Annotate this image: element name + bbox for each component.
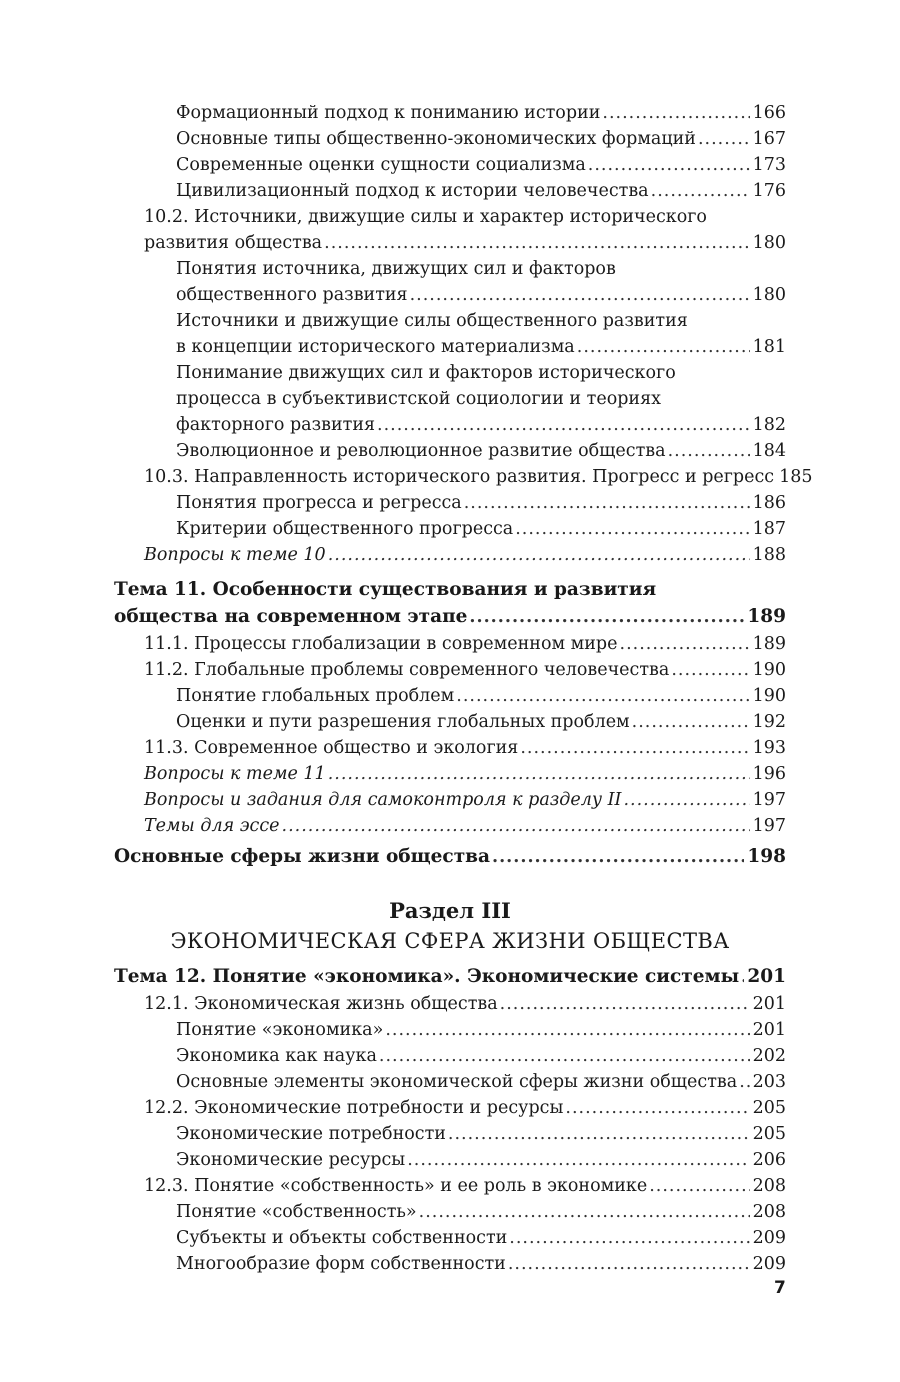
toc-entry-title: 11.1. Процессы глобализации в современном мире [144,634,618,654]
toc-entry [114,464,813,490]
toc-entry-title: Экономика как наука [176,1046,377,1066]
toc-entry [114,1121,786,1147]
toc-entry-page: 185 [779,467,813,487]
leader-dots [577,334,750,360]
toc-entry-self-check [114,787,786,813]
section-heading [114,897,786,957]
leader-dots [508,1251,750,1277]
toc-entry-title: в концепции исторического материализма [176,337,575,357]
toc-entry [114,152,786,178]
toc-entry [114,683,786,709]
toc-entry [114,334,786,360]
toc-entry-line: 10.2. Источники, движущие силы и характер исторического [144,207,707,227]
toc-entry [114,1199,786,1225]
toc-entry [114,1251,786,1277]
section-title: ЭКОНОМИЧЕСКАЯ СФЕРА ЖИЗНИ ОБЩЕСТВА [170,929,730,953]
toc-entry-line: процесса в субъективистской социологии и теориях [176,389,662,409]
toc-entry-page: 190 [752,660,786,680]
toc-entry-title: Вопросы к теме 10 [144,545,326,565]
toc-entry-title: Многообразие форм собственности [176,1254,506,1274]
toc-topic-page: 189 [747,606,786,627]
leader-dots [509,1225,749,1251]
toc-entry [114,178,786,204]
toc-topic [114,963,786,991]
toc-topic-line: Тема 11. Особенности существования и развития [114,579,657,600]
toc-entry-page: 205 [752,1124,786,1144]
toc-entry [114,709,786,735]
toc-entry [114,735,786,761]
toc-entry-title: Основные элементы экономической сферы жизни общества [176,1072,738,1092]
toc-entry-page: 206 [752,1150,786,1170]
toc-entry-page: 181 [752,337,786,357]
toc-entry [114,100,786,126]
toc-entry-title: 12.1. Экономическая жизнь общества [144,994,498,1014]
toc-entry-title: Основные типы общественно-экономических формаций [176,129,696,149]
toc-entry-title: Вопросы к теме 11 [144,764,326,784]
toc-entry-page: 187 [752,519,786,539]
toc-entry-title: Темы для эссе [144,816,280,836]
toc-entry-page: 182 [752,415,786,435]
toc-entry [114,631,786,657]
leader-dots [515,516,749,542]
toc-entry-page: 189 [752,634,786,654]
toc-entry-page: 193 [752,738,786,758]
toc-entry [114,1069,786,1095]
toc-entry [114,490,786,516]
toc-entry-page: 173 [752,155,786,175]
toc-entry-page: 196 [752,764,786,784]
toc-entry-title: Современные оценки сущности социализма [176,155,586,175]
toc-entry [114,412,786,438]
leader-dots [565,1095,749,1121]
toc-entry-page: 186 [752,493,786,513]
leader-dots [671,657,749,683]
toc-entry-page: 188 [752,545,786,565]
leader-dots [739,1069,749,1095]
toc-entry-page: 190 [752,686,786,706]
toc-entry-title: общественного развития [176,285,408,305]
page-number: 7 [774,1278,786,1298]
toc-entry-page: 201 [752,1020,786,1040]
toc-entry-title: Понятие «собственность» [176,1202,417,1222]
leader-dots [500,991,750,1017]
toc-entry-title: факторного развития [176,415,376,435]
leader-dots [741,964,744,991]
toc-entry [114,516,786,542]
leader-dots [632,709,750,735]
toc-entry-title: Формационный подход к пониманию истории [176,103,601,123]
toc-entry-title: 11.2. Глобальные проблемы современного человечества [144,660,670,680]
toc-entry-title: Понятие «экономика» [176,1020,384,1040]
toc-entry-page: 180 [752,285,786,305]
toc-entry-questions [114,761,786,787]
toc-entry-title: Критерии общественного прогресса [176,519,514,539]
toc-entry-page: 209 [752,1254,786,1274]
toc-entry-page: 202 [752,1046,786,1066]
leader-dots [379,1043,750,1069]
toc-topic-title: Основные сферы жизни общества [114,846,490,867]
toc-entry [114,1173,786,1199]
toc-entry [114,1043,786,1069]
section-number: Раздел III [389,898,511,923]
leader-dots [410,282,750,308]
toc-entry-page: 208 [752,1202,786,1222]
toc-entry-title: Экономические потребности [176,1124,446,1144]
leader-dots [649,1173,749,1199]
toc-entry [114,1147,786,1173]
toc-entry-page: 180 [752,233,786,253]
toc-entry [114,126,786,152]
leader-dots [623,787,749,813]
toc-topic-page: 201 [747,966,786,987]
toc-entry-title: Понятие глобальных проблем [176,686,455,706]
leader-dots [698,126,750,152]
toc-topic [114,603,786,631]
toc-entry-line: Понимание движущих сил и факторов исторического [176,363,676,383]
toc-entry [114,1017,786,1043]
toc-entry [114,991,786,1017]
toc-entry [114,230,786,256]
toc-entry-page: 192 [752,712,786,732]
toc-entry-title: 12.2. Экономические потребности и ресурсы [144,1098,564,1118]
leader-dots [282,813,750,839]
toc-topic-page: 198 [747,846,786,867]
toc-entry-title: развития общества [144,233,323,253]
leader-dots [324,230,749,256]
leader-dots [448,1121,750,1147]
leader-dots [520,735,749,761]
toc-entry-page: 184 [752,441,786,461]
toc-entry-title: Понятия прогресса и регресса [176,493,462,513]
leader-dots [668,438,750,464]
toc-entry-questions [114,542,786,568]
toc-entry-page: 209 [752,1228,786,1248]
toc-entry-page: 197 [752,790,786,810]
toc-topic [114,843,786,871]
leader-dots [602,100,749,126]
toc-topic-title: Тема 12. Понятие «экономика». Экономические системы [114,966,740,987]
toc-entry-page: 205 [752,1098,786,1118]
toc-entry-essay [114,813,786,839]
leader-dots [328,542,750,568]
toc-entry [114,1225,786,1251]
toc-entry-title: Вопросы и задания для самоконтроля к разделу II [144,790,622,810]
toc-entry [114,1095,786,1121]
toc-entry-page: 167 [752,129,786,149]
leader-dots [377,412,750,438]
leader-dots [651,178,750,204]
leader-dots [492,844,744,871]
toc-entry-line: Источники и движущие силы общественного развития [176,311,688,331]
leader-dots [588,152,750,178]
toc-entry-page: 203 [752,1072,786,1092]
leader-dots [328,761,750,787]
toc-entry-line: Понятия источника, движущих сил и факторов [176,259,616,279]
leader-dots [469,604,744,631]
toc-entry-title: Субъекты и объекты собственности [176,1228,508,1248]
leader-dots [620,631,750,657]
toc-entry-page: 197 [752,816,786,836]
toc-entry-title: 10.3. Направленность исторического развития. Прогресс и регресс [144,467,775,487]
toc-topic-title: общества на современном этапе [114,606,468,627]
leader-dots [464,490,750,516]
toc-entry-page: 201 [752,994,786,1014]
toc-entry-page: 166 [752,103,786,123]
toc-entry [114,438,786,464]
leader-dots [419,1199,750,1225]
toc-entry-title: Экономические ресурсы [176,1150,406,1170]
toc-entry-title: 11.3. Современное общество и экология [144,738,519,758]
toc-entry [114,657,786,683]
toc-entry [114,282,786,308]
toc-entry-title: Оценки и пути разрешения глобальных проблем [176,712,630,732]
toc-entry-title: 12.3. Понятие «собственность» и ее роль в экономике [144,1176,648,1196]
toc-entry-page: 208 [752,1176,786,1196]
table-of-contents [114,100,813,1277]
toc-entry-page: 176 [752,181,786,201]
toc-entry-title: Эволюционное и революционное развитие общества [176,441,666,461]
leader-dots [385,1017,749,1043]
leader-dots [407,1147,749,1173]
leader-dots [456,683,749,709]
toc-entry-title: Цивилизационный подход к истории человечества [176,181,649,201]
